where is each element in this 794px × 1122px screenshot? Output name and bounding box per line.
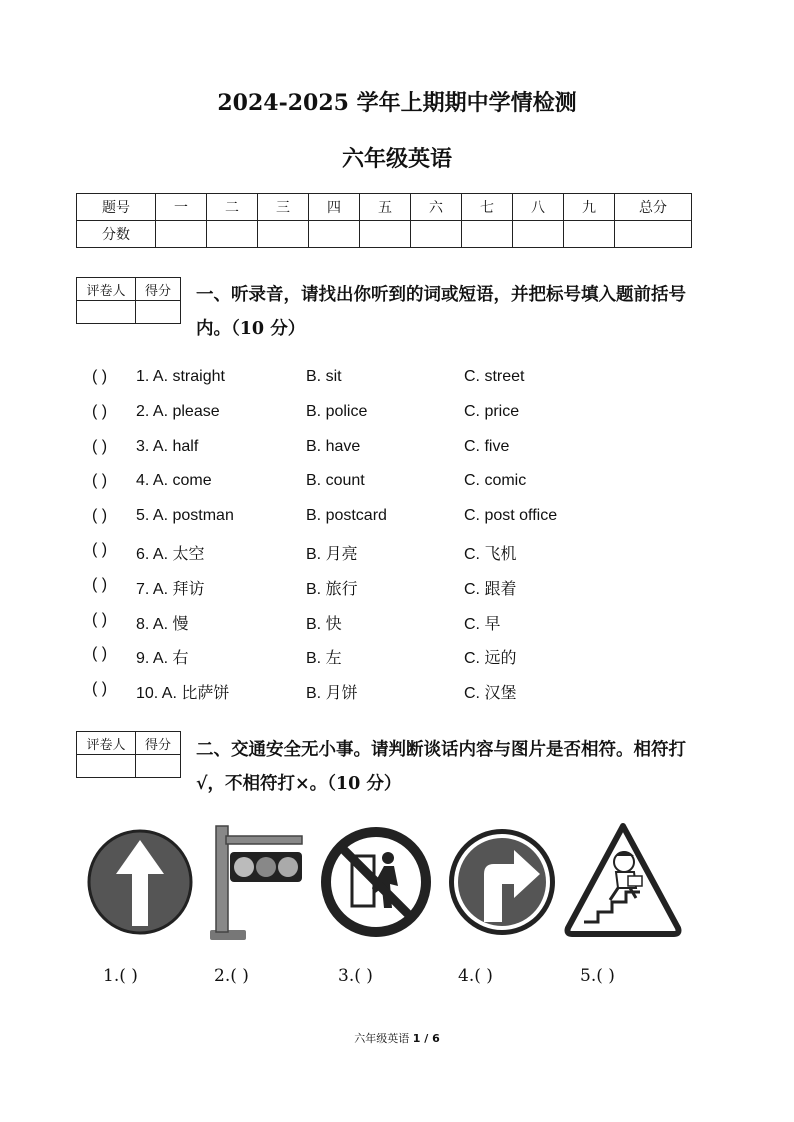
answer-bracket[interactable]: ( ) xyxy=(92,472,108,489)
section1-heading-line1: 一、听录音，请找出你听到的词或短语，并把标号填入题前括号 xyxy=(196,285,686,305)
score-table xyxy=(76,193,692,248)
score-header-cell: 八 xyxy=(513,194,564,221)
score-row-label: 分数 xyxy=(77,221,156,248)
page-footer xyxy=(0,1030,794,1046)
go-straight-sign-icon xyxy=(86,822,194,940)
score-cell[interactable] xyxy=(615,221,692,248)
option-c: C. five xyxy=(464,438,510,455)
option-b: B. postcard xyxy=(306,507,387,524)
answer-bracket[interactable]: ( ) xyxy=(92,368,108,385)
section2-heading-line2: √，不相符打×。（10 分） xyxy=(196,774,402,794)
option-b: B. police xyxy=(306,403,368,420)
option-a: 1. A. straight xyxy=(136,368,225,385)
score-label: 得分 xyxy=(136,732,181,755)
answer-bracket[interactable]: ( ) xyxy=(92,541,108,558)
option-b: B. sit xyxy=(306,368,342,385)
option-c: C. street xyxy=(464,368,525,385)
score-header-cell: 二 xyxy=(207,194,258,221)
grader-cell[interactable] xyxy=(77,301,136,324)
option-a: 8. A. 慢 xyxy=(136,616,189,633)
answer-bracket[interactable]: ( ) xyxy=(92,403,108,420)
sign-answer-label[interactable]: 1.( ) xyxy=(103,966,138,986)
score-table-header-row xyxy=(77,194,692,221)
option-c: C. 早 xyxy=(464,616,501,633)
score-header-cell: 五 xyxy=(360,194,411,221)
score-header-cell: 一 xyxy=(156,194,207,221)
score-cell[interactable] xyxy=(564,221,615,248)
option-a: 10. A. 比萨饼 xyxy=(136,685,230,702)
option-b: B. count xyxy=(306,472,365,489)
grader-box-section2 xyxy=(76,731,181,778)
question-row xyxy=(92,507,692,531)
section1-heading xyxy=(196,278,736,346)
question-row xyxy=(92,541,692,565)
answer-bracket[interactable]: ( ) xyxy=(92,645,108,662)
answer-bracket[interactable]: ( ) xyxy=(92,507,108,524)
section2-heading xyxy=(196,733,736,801)
score-cell[interactable] xyxy=(513,221,564,248)
option-c: C. price xyxy=(464,403,520,420)
question-row xyxy=(92,645,692,669)
score-header-cell: 四 xyxy=(309,194,360,221)
page-subtitle: 六年级英语 xyxy=(341,146,452,172)
score-header-cell: 总分 xyxy=(615,194,692,221)
score-cell[interactable] xyxy=(258,221,309,248)
sign-answer-label[interactable]: 2.( ) xyxy=(214,966,249,986)
score-cell[interactable] xyxy=(207,221,258,248)
option-a: 9. A. 右 xyxy=(136,650,189,667)
question-row xyxy=(92,472,692,496)
option-c: C. 跟着 xyxy=(464,581,517,598)
turn-right-sign-icon xyxy=(444,822,560,940)
score-cell[interactable] xyxy=(136,755,181,778)
score-cell[interactable] xyxy=(136,301,181,324)
footer-text: 六年级英语 xyxy=(354,1032,410,1045)
question-row xyxy=(92,438,692,462)
score-label: 得分 xyxy=(136,278,181,301)
answer-bracket[interactable]: ( ) xyxy=(92,680,108,697)
section1-heading-line2: 内。（10 分） xyxy=(196,319,306,339)
option-a: 2. A. please xyxy=(136,403,220,420)
question-row xyxy=(92,611,692,635)
score-header-cell: 七 xyxy=(462,194,513,221)
score-table-score-row xyxy=(77,221,692,248)
score-header-cell: 三 xyxy=(258,194,309,221)
option-c: C. 飞机 xyxy=(464,546,517,563)
page-title: 2024-2025 学年上期期中学情检测 xyxy=(217,90,577,116)
score-cell[interactable] xyxy=(156,221,207,248)
option-a: 7. A. 拜访 xyxy=(136,581,205,598)
answer-bracket[interactable]: ( ) xyxy=(92,438,108,455)
option-c: C. post office xyxy=(464,507,558,524)
score-cell[interactable] xyxy=(309,221,360,248)
stairs-warning-sign-icon xyxy=(564,822,682,940)
sign-answer-label[interactable]: 4.( ) xyxy=(458,966,493,986)
option-a: 5. A. postman xyxy=(136,507,234,524)
score-cell[interactable] xyxy=(462,221,513,248)
option-a: 4. A. come xyxy=(136,472,212,489)
option-b: B. 月亮 xyxy=(306,546,358,563)
grader-box-section1 xyxy=(76,277,181,324)
option-c: C. 远的 xyxy=(464,650,517,667)
option-b: B. have xyxy=(306,438,361,455)
question-row xyxy=(92,576,692,600)
option-c: C. comic xyxy=(464,472,527,489)
traffic-light-icon xyxy=(208,822,308,942)
score-header-cell: 题号 xyxy=(77,194,156,221)
answer-bracket[interactable]: ( ) xyxy=(92,611,108,628)
section2-heading-line1: 二、交通安全无小事。请判断谈话内容与图片是否相符。相符打 xyxy=(196,740,686,760)
question-row xyxy=(92,680,692,704)
option-a: 6. A. 太空 xyxy=(136,546,205,563)
no-entry-sign-icon xyxy=(318,822,434,940)
score-cell[interactable] xyxy=(360,221,411,248)
option-b: B. 月饼 xyxy=(306,685,358,702)
page-number: 1 / 6 xyxy=(412,1032,440,1045)
score-cell[interactable] xyxy=(411,221,462,248)
question-row xyxy=(92,368,692,392)
grader-cell[interactable] xyxy=(77,755,136,778)
sign-answer-label[interactable]: 3.( ) xyxy=(338,966,373,986)
answer-bracket[interactable]: ( ) xyxy=(92,576,108,593)
grader-label: 评卷人 xyxy=(77,732,136,755)
option-b: B. 左 xyxy=(306,650,342,667)
option-b: B. 快 xyxy=(306,616,342,633)
sign-answer-label[interactable]: 5.( ) xyxy=(580,966,615,986)
option-c: C. 汉堡 xyxy=(464,685,517,702)
grader-label: 评卷人 xyxy=(77,278,136,301)
option-b: B. 旅行 xyxy=(306,581,358,598)
score-header-cell: 六 xyxy=(411,194,462,221)
option-a: 3. A. half xyxy=(136,438,199,455)
score-header-cell: 九 xyxy=(564,194,615,221)
question-row xyxy=(92,403,692,427)
